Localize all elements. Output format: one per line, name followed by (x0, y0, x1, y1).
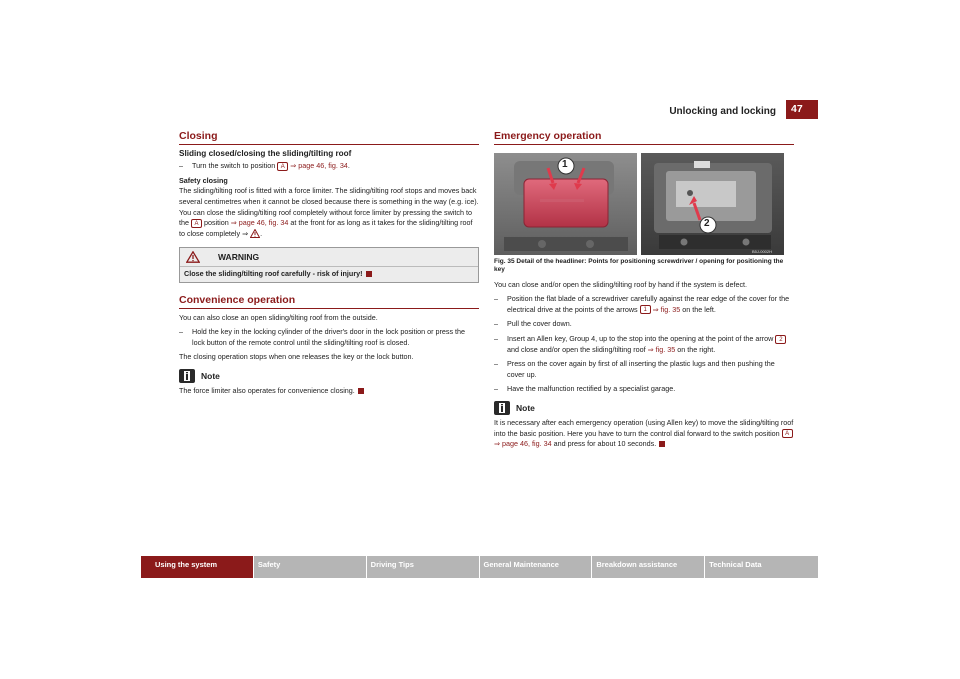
chapter-tabs (141, 556, 818, 578)
warning-text-row (180, 266, 478, 282)
left-column (179, 131, 479, 401)
safety-page-link[interactable]: ⇒ page 46, fig. 34 (230, 218, 289, 228)
end-of-section-icon (366, 271, 372, 277)
emergency-title: Emergency operation (494, 131, 794, 145)
convenience-intro: You can also close an open sliding/tilting roof from the outside. (179, 312, 378, 322)
safety-text-2: position (204, 218, 229, 228)
warning-triangle-icon (186, 251, 200, 263)
arrow-badge-1: 1 (640, 305, 651, 314)
emergency-intro: You can close and/or open the sliding/tilting roof by hand if the system is defect. (494, 279, 748, 289)
switch-badge-a: A (782, 429, 793, 438)
note-header (179, 369, 479, 383)
safety-closing-text: The sliding/tilting roof is fitted with a force limiter. The sliding/tilting roof stops and moves back several centimetres when it cannot be closed because there is something in the way (e.g. ice). You can close the sliding/tilting roof completely without force limiter by pressing the switch to the A position ⇒ page 46, fig. 34 at the front for as long as it takes for the sliding/tilting roof to close completely ⇒ . (179, 186, 479, 238)
emergency-step-1-text-b: on the left. (682, 304, 716, 314)
arrow-badge-2: 2 (775, 335, 786, 344)
page-number: 47 (786, 100, 818, 119)
emergency-step-3 (494, 334, 794, 355)
end-of-section-icon (659, 441, 665, 447)
note-icon (179, 369, 195, 383)
photo-code: B5J-0002H (752, 248, 773, 254)
note-header (494, 401, 794, 415)
note-text-row (179, 386, 479, 397)
tab-breakdown-assistance[interactable]: Breakdown assistance (592, 556, 705, 578)
convenience-after: The closing operation stops when one releases the key or the lock button. (179, 352, 414, 362)
emergency-step-3-text-b: and close and/or open the sliding/tilting roof (507, 344, 646, 354)
header-title: Unlocking and locking (669, 106, 776, 117)
figure-caption: Fig. 35 Detail of the headliner: Points for positioning screwdriver / opening for positioning the key (494, 257, 784, 273)
closing-title: Closing (179, 131, 479, 145)
tab-general-maintenance[interactable]: General Maintenance (480, 556, 593, 578)
note-label: Note (201, 370, 220, 381)
warning-header (180, 248, 478, 266)
position-badge-a: A (277, 162, 288, 171)
tab-technical-data[interactable]: Technical Data (705, 556, 818, 578)
emergency-step-3-text-c: on the right. (677, 344, 716, 354)
closing-step-1-link[interactable]: ⇒ page 46, fig. 34 (290, 161, 348, 171)
headliner-detail-illustration (494, 153, 784, 255)
safety-closing-heading: Safety closing (179, 175, 228, 185)
figure-marker-1: 1 (562, 158, 568, 170)
closing-step-1: – Turn the switch to position A ⇒ page 46, fig. 34. (179, 161, 479, 172)
emergency-step-4: – Press on the cover again by first of all inserting the plastic lugs and then pushing the cover up. (494, 359, 794, 380)
note-text: The force limiter also operates for convenience closing. (179, 385, 355, 395)
emergency-step-1 (494, 294, 794, 315)
emergency-step-2: – Pull the cover down. (494, 319, 794, 330)
right-column (494, 131, 794, 454)
tab-safety[interactable]: Safety (254, 556, 367, 578)
emergency-step-1-text-a: Position the flat blade of a screwdriver carefully against the rear edge of the cover for the electrical drive at the points of the arrows (507, 294, 790, 314)
emergency-note-text-a: It is necessary after each emergency operation (using Allen key) to move the sliding/tilting roof into the basic position. Here you have to turn the control dial forward to the switch position (494, 417, 794, 438)
emergency-step-3-text-a: Insert an Allen key, Group 4, up to the stop into the opening at the point of the arrow (507, 333, 774, 343)
tab-driving-tips[interactable]: Driving Tips (367, 556, 480, 578)
emergency-step-1-link[interactable]: ⇒ fig. 35 (652, 304, 681, 314)
closing-subtitle: Sliding closed/closing the sliding/tilting roof (179, 148, 352, 158)
warning-box (179, 247, 479, 283)
warning-label: WARNING (218, 252, 260, 263)
emergency-note-row (494, 418, 794, 450)
figure-marker-2: 2 (704, 217, 710, 229)
warning-triangle-icon[interactable] (250, 229, 260, 238)
end-of-section-icon (358, 388, 364, 394)
convenience-step-1: – Hold the key in the locking cylinder of the driver's door in the lock position or press the lock button of the remote control until the sliding/tilting roof is closed. (179, 327, 479, 348)
figure-35 (494, 153, 784, 255)
convenience-title: Convenience operation (179, 295, 479, 309)
note-label: Note (516, 402, 535, 413)
emergency-note-link[interactable]: ⇒ page 46, fig. 34 (494, 439, 552, 449)
emergency-step-5: – Have the malfunction rectified by a specialist garage. (494, 384, 794, 395)
safety-text-1: The sliding/tilting roof is fitted with a force limiter. The sliding/tilting roof stops and moves back several centimetres when it cannot be closed because there is something in the way (e.g. ice). You can close the sliding/tilting roof completely without force limiter by pressing the switch to the (179, 186, 479, 228)
warning-text: Close the sliding/tilting roof carefully - risk of injury! (184, 269, 363, 279)
safety-text-3: at the front for as long as it takes for the sliding/tilting roof to close completely ⇒ (179, 218, 473, 238)
closing-step-1-text: Turn the switch to position (192, 161, 276, 171)
note-icon (494, 401, 510, 415)
emergency-step-3-link[interactable]: ⇒ fig. 35 (647, 344, 676, 354)
emergency-note-text-b: and press for about 10 seconds. (553, 439, 657, 449)
tab-using-the-system[interactable]: Using the system (141, 556, 254, 578)
safety-badge-a: A (191, 219, 202, 228)
